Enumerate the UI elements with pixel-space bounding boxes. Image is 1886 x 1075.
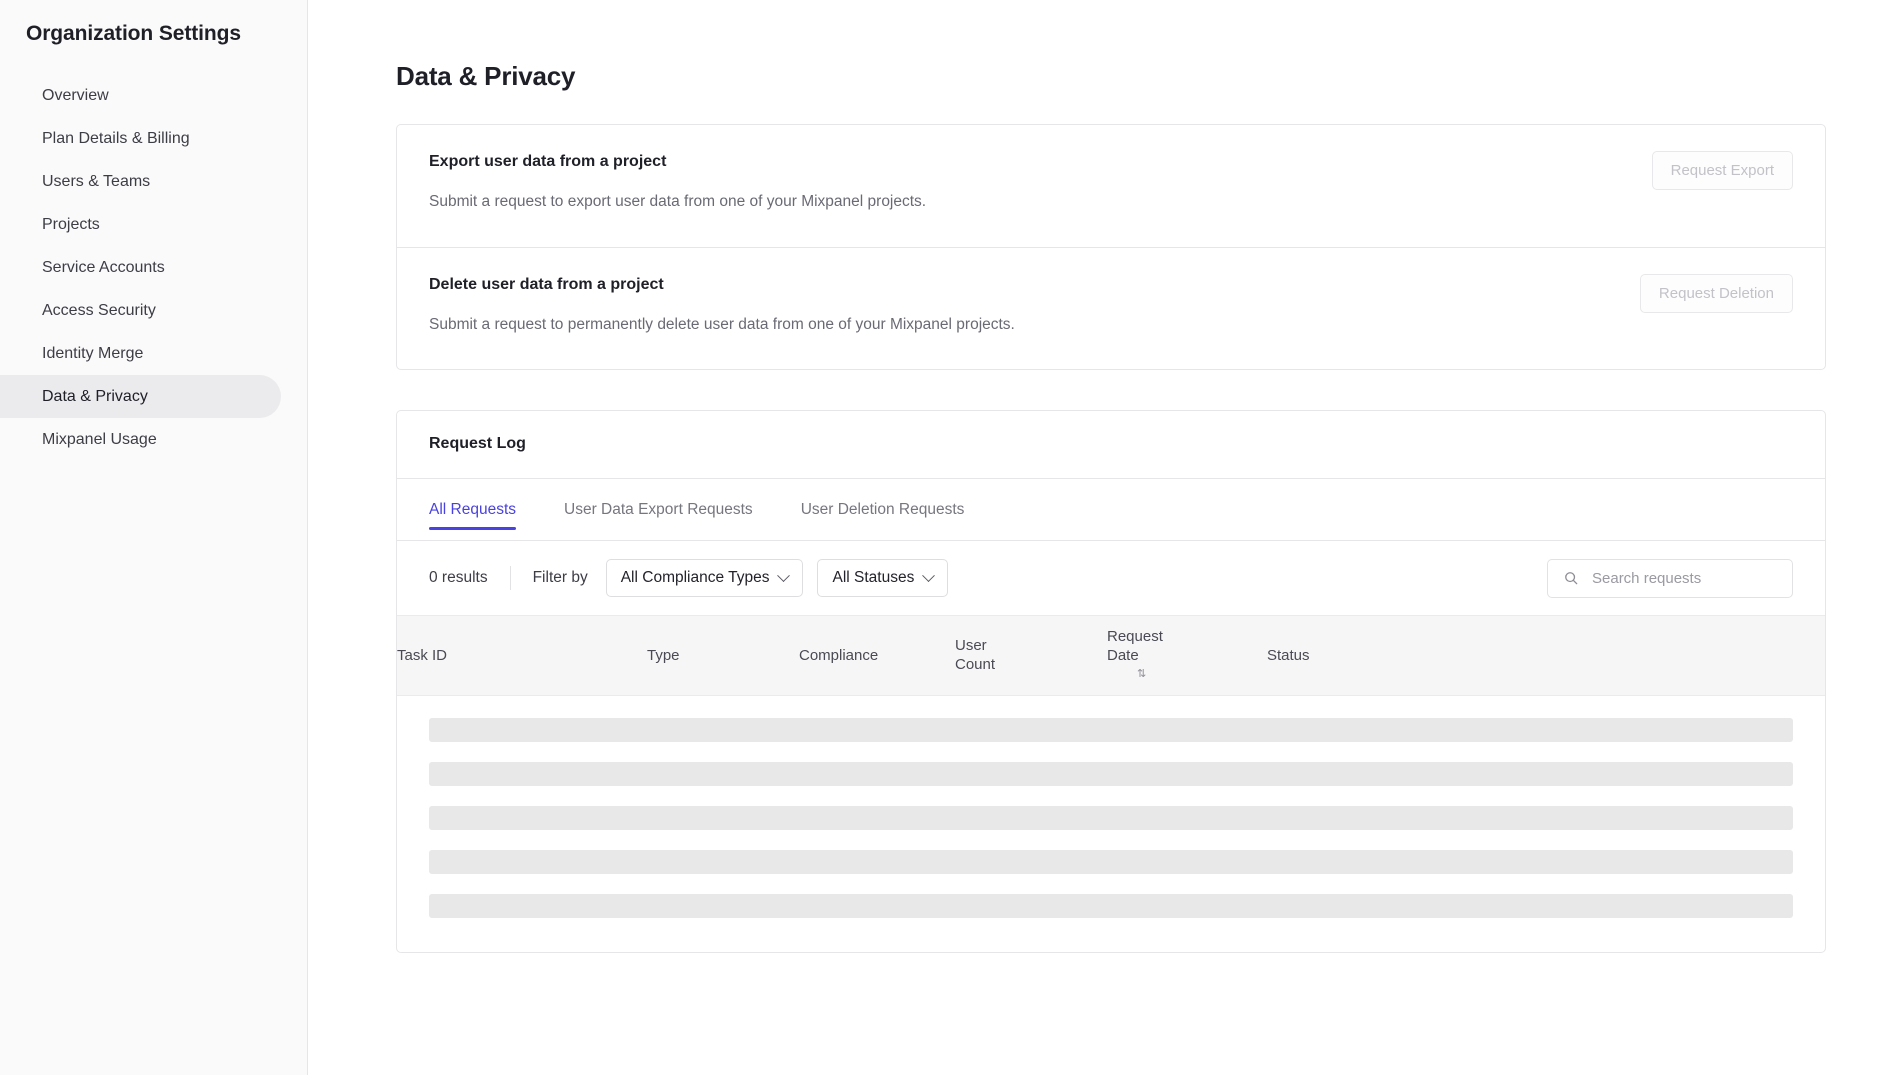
request-log-card	[396, 410, 1826, 953]
filter-bar	[397, 541, 1825, 615]
skeleton-row	[429, 762, 1793, 786]
sidebar-item-overview[interactable]	[0, 74, 281, 117]
column-label: Compliance	[799, 647, 879, 665]
column-label: Task ID	[397, 647, 448, 665]
sidebar-nav	[0, 74, 307, 461]
column-request-date[interactable]	[1107, 616, 1267, 696]
sidebar-item-identity-merge[interactable]	[0, 332, 281, 375]
column-label: Type	[647, 647, 680, 665]
requests-table	[397, 615, 1825, 696]
filter-by-label: Filter by	[532, 569, 588, 587]
page-title: Data & Privacy	[396, 61, 576, 92]
delete-user-data-title: Delete user data from a project	[429, 276, 664, 294]
sidebar-item-label: Data & Privacy	[42, 387, 148, 405]
sidebar	[0, 0, 308, 1075]
table-header-row	[397, 616, 1825, 696]
sidebar-item-label: Access Security	[42, 301, 156, 319]
data-requests-card	[396, 124, 1826, 370]
request-log-tabs	[397, 479, 1825, 541]
results-count: 0 results	[429, 566, 511, 590]
column-task-id[interactable]	[397, 616, 647, 696]
tab-user-data-export-requests[interactable]	[564, 479, 753, 540]
tab-label: User Deletion Requests	[800, 500, 965, 518]
column-label-second-line: Date	[1107, 647, 1139, 665]
tab-label: All Requests	[429, 500, 517, 518]
column-label: Status	[1267, 647, 1310, 665]
sidebar-item-label: Plan Details & Billing	[42, 129, 190, 147]
requests-table-header	[397, 616, 1825, 696]
chevron-down-icon	[778, 569, 791, 582]
column-label: User	[955, 636, 987, 654]
delete-user-data-row	[397, 247, 1825, 369]
sort-toggle-icon[interactable]: ⇅	[1137, 668, 1147, 681]
sidebar-item-access-security[interactable]	[0, 289, 281, 332]
sidebar-item-label: Identity Merge	[42, 344, 144, 362]
sidebar-item-mixpanel-usage[interactable]	[0, 418, 281, 461]
compliance-type-value: All Compliance Types	[620, 569, 770, 587]
column-label-second-line: Count	[955, 655, 996, 673]
skeleton-row	[429, 806, 1793, 830]
column-type[interactable]	[647, 616, 799, 696]
sidebar-item-label: Mixpanel Usage	[42, 430, 157, 448]
sidebar-item-users-teams[interactable]	[0, 160, 281, 203]
chevron-down-icon	[922, 569, 935, 582]
column-user-count[interactable]	[955, 616, 1107, 696]
compliance-type-select[interactable]	[606, 559, 804, 597]
search-requests-input[interactable]	[1590, 569, 1776, 588]
request-deletion-button[interactable]: Request Deletion	[1640, 274, 1793, 313]
tab-user-deletion-requests[interactable]	[801, 479, 965, 540]
export-user-data-row	[397, 125, 1825, 247]
skeleton-row	[429, 894, 1793, 918]
column-status[interactable]	[1267, 616, 1825, 696]
status-value: All Statuses	[832, 569, 915, 587]
request-export-button[interactable]: Request Export	[1652, 151, 1793, 190]
delete-user-data-description: Submit a request to permanently delete user data from one of your Mixpanel projects.	[429, 316, 1015, 334]
column-compliance[interactable]	[799, 616, 955, 696]
sidebar-item-data-privacy[interactable]	[0, 375, 281, 418]
sidebar-title: Organization Settings	[26, 22, 241, 45]
export-user-data-description: Submit a request to export user data from one of your Mixpanel projects.	[429, 193, 927, 211]
status-select[interactable]	[817, 559, 948, 597]
tab-label: User Data Export Requests	[564, 500, 753, 518]
export-user-data-title: Export user data from a project	[429, 153, 667, 171]
sidebar-item-label: Projects	[42, 215, 100, 233]
skeleton-row	[429, 718, 1793, 742]
column-label: Request	[1107, 628, 1163, 646]
table-loading-placeholder	[397, 696, 1825, 952]
search-requests-box[interactable]	[1547, 559, 1793, 598]
sidebar-item-service-accounts[interactable]	[0, 246, 281, 289]
sidebar-item-label: Service Accounts	[42, 258, 165, 276]
sidebar-item-label: Users & Teams	[42, 172, 151, 190]
sidebar-item-label: Overview	[42, 86, 109, 104]
request-log-heading: Request Log	[397, 411, 1825, 479]
main-content	[308, 0, 1886, 1075]
search-icon	[1564, 570, 1578, 586]
sidebar-item-projects[interactable]	[0, 203, 281, 246]
tab-all-requests[interactable]	[429, 479, 516, 540]
skeleton-row	[429, 850, 1793, 874]
sidebar-item-plan-details-billing[interactable]	[0, 117, 281, 160]
